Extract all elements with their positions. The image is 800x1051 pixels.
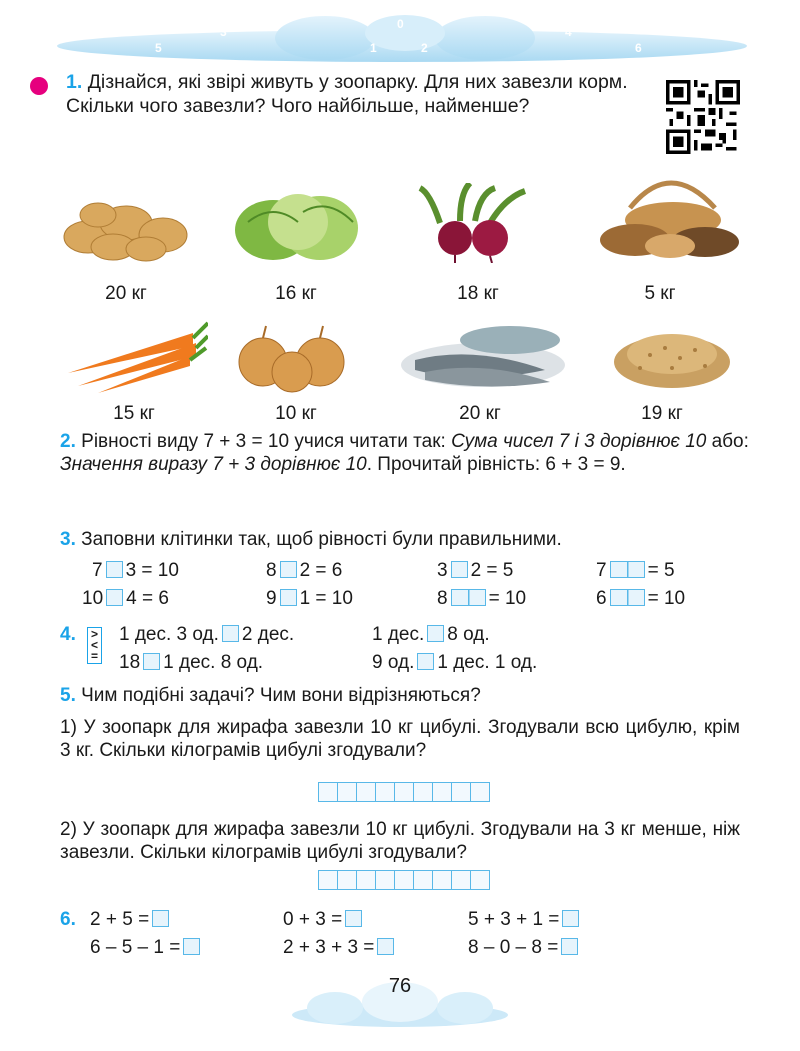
task-3-number: 3. xyxy=(60,529,76,550)
comparison-signs-box: > < = xyxy=(87,622,102,664)
equation: 7 3 = 10 xyxy=(92,560,179,581)
svg-text:5: 5 xyxy=(155,41,162,55)
task-1-number: 1. xyxy=(66,71,83,93)
task-1-text xyxy=(66,70,646,118)
carrots-image xyxy=(58,318,208,393)
comparison: 1 дес. 3 од. 2 дес. xyxy=(119,624,295,645)
potatoes-image xyxy=(58,185,193,265)
svg-text:1: 1 xyxy=(370,41,377,55)
task-4-number: 4. xyxy=(60,624,76,645)
expression: 5 + 3 + 1 = xyxy=(468,908,582,931)
equation: 8 = 10 xyxy=(437,588,527,609)
header-cloud-banner xyxy=(55,8,750,63)
answer-box[interactable] xyxy=(561,938,578,955)
expression: 6 – 5 – 1 = xyxy=(90,936,203,959)
comparison: 1 дес. 8 од. xyxy=(372,624,490,645)
answer-box-double[interactable] xyxy=(610,589,645,606)
page-number: 76 xyxy=(388,975,412,997)
equation: 9 1 = 10 xyxy=(266,588,353,609)
expression: 0 + 3 = xyxy=(283,908,365,931)
svg-text:6: 6 xyxy=(635,41,642,55)
food-weight-label: 5 кг xyxy=(644,283,676,304)
task-5-text: 5. Чим подібні задачі? Чим вони відрізняються? xyxy=(60,685,481,706)
svg-text:7: 7 xyxy=(105,25,112,39)
expression: 2 + 5 = xyxy=(90,908,172,931)
equation: 7 = 5 xyxy=(596,560,675,581)
equation: 3 2 = 5 xyxy=(437,560,514,581)
answer-box[interactable] xyxy=(183,938,200,955)
food-weight-label: 10 кг xyxy=(275,403,317,424)
comparison: 9 од. 1 дес. 1 од. xyxy=(372,652,538,673)
onions-image xyxy=(228,322,363,394)
bread-image xyxy=(595,168,745,263)
qr-code-icon[interactable] xyxy=(666,80,740,154)
cabbage-image xyxy=(228,182,363,264)
food-weight-label: 18 кг xyxy=(457,283,499,304)
task-marker-dot xyxy=(30,77,48,95)
svg-text:3: 3 xyxy=(220,25,227,39)
answer-box[interactable] xyxy=(143,653,160,670)
food-weight-label: 15 кг xyxy=(113,403,155,424)
svg-text:8: 8 xyxy=(691,25,698,39)
equation: 8 2 = 6 xyxy=(266,560,343,581)
answer-box-double[interactable] xyxy=(610,561,645,578)
answer-box[interactable] xyxy=(222,625,239,642)
comparison: 18 1 дес. 8 од. xyxy=(119,652,264,673)
answer-box[interactable] xyxy=(106,589,123,606)
grain-image xyxy=(610,320,735,392)
expression: 8 – 0 – 8 = xyxy=(468,936,581,959)
food-weight-label: 19 кг xyxy=(641,403,683,424)
food-weight-label: 16 кг xyxy=(275,283,317,304)
food-weight-label: 20 кг xyxy=(459,403,501,424)
answer-box[interactable] xyxy=(280,561,297,578)
svg-text:4: 4 xyxy=(565,25,572,39)
expression: 2 + 3 + 3 = xyxy=(283,936,397,959)
answer-cells[interactable] xyxy=(319,870,490,888)
svg-text:0: 0 xyxy=(397,17,404,31)
svg-text:2: 2 xyxy=(421,41,428,55)
answer-cells[interactable] xyxy=(319,782,490,800)
equation: 10 4 = 6 xyxy=(82,588,169,609)
problem-2-text: 2) У зоопарк для жирафа завезли 10 кг цибулі. Згодували на 3 кг менше, ніж завезли. Скільки кілограмів цибулі згодували? xyxy=(60,819,740,863)
food-weight-label: 20 кг xyxy=(105,283,147,304)
task-1-body: Дізнайся, які звірі живуть у зоопарку. Для них завезли корм. Скільки чого завезли? Чого найбільше, найменше? xyxy=(66,71,628,117)
problem-1-text: 1) У зоопарк для жирафа завезли 10 кг цибулі. Згодували всю цибулю, крім 3 кг. Скільки кілограмів цибулі згодували? xyxy=(60,717,740,761)
beets-image xyxy=(410,183,545,263)
answer-box[interactable] xyxy=(451,561,468,578)
task-2-number: 2. xyxy=(60,431,76,452)
answer-box[interactable] xyxy=(377,938,394,955)
answer-box[interactable] xyxy=(106,561,123,578)
answer-box[interactable] xyxy=(562,910,579,927)
answer-box[interactable] xyxy=(152,910,169,927)
answer-box[interactable] xyxy=(345,910,362,927)
answer-box-double[interactable] xyxy=(451,589,486,606)
task-5-number: 5. xyxy=(60,685,76,706)
task-2-text: 2. Рівності виду 7 + 3 = 10 учися читати так: Сума чисел 7 і 3 дорівнює 10 або: Значення виразу 7 + 3 дорівнює 10. Прочитай рівність: 6 + 3 = 9. xyxy=(60,431,749,475)
equation: 6 = 10 xyxy=(596,588,686,609)
answer-box[interactable] xyxy=(427,625,444,642)
answer-box[interactable] xyxy=(417,653,434,670)
fish-image xyxy=(395,310,570,395)
task-6-number: 6. xyxy=(60,909,76,930)
task-3-text: 3. Заповни клітинки так, щоб рівності були правильними. xyxy=(60,529,562,550)
answer-box[interactable] xyxy=(280,589,297,606)
